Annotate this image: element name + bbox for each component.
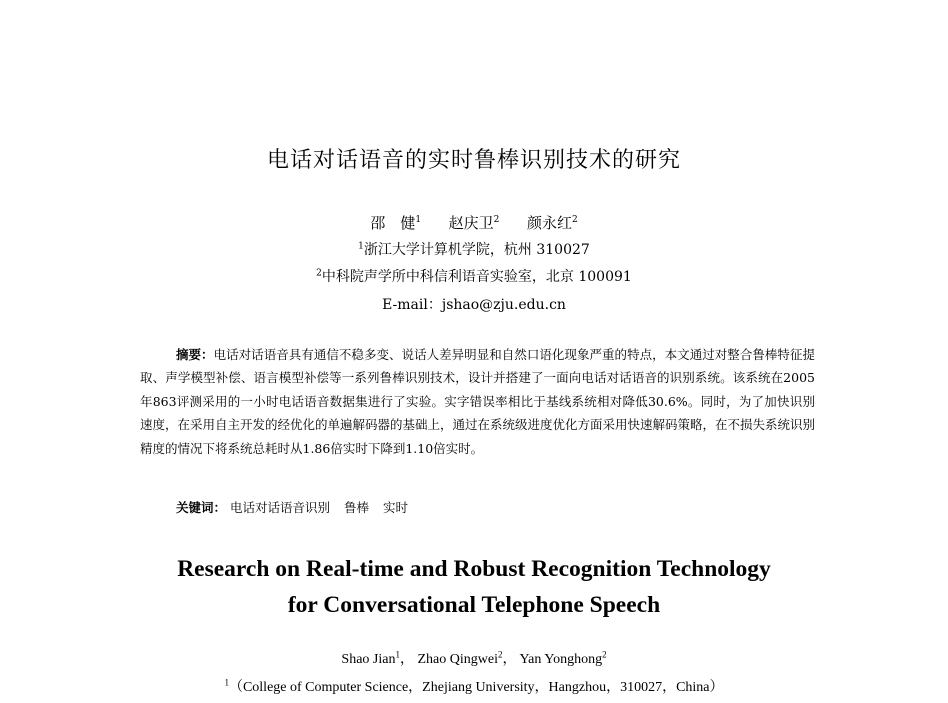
abstract-text: 电话对话语音具有通信不稳多变、说话人差异明显和自然口语化现象严重的特点，本文通过对整合鲁棒特征提取、声学模型补偿、语言模型补偿等一系列鲁棒识别技术，设计并搭建了一面向电话对话语音的识别系统。该系统在2005年863评测采用的一小时电话语音数据集进行了实验。实字错误率相比于基线系统相对降低30.6%。同时，为了加快识别速度，在采用自主开发的经优化的单遍解码器的基础上，通过在系统级进度优化方面采用快速解码策略，在不损失系统识别精度的情况下将系统总耗时从1.86倍实时下降到1.10倍实时。 [140,347,816,456]
author-name: 邵 健 [370,214,416,232]
keyword: 实时 [383,500,409,515]
abstract-label: 摘要： [176,347,214,362]
author-name: Yan Yonghong [519,652,603,667]
author-sup: 2 [493,215,500,225]
chinese-affiliation-2 [0,266,948,286]
chinese-keywords [176,498,418,516]
keyword: 电话对话语音识别 [230,500,331,515]
english-title-line-1: Research on Real-time and Robust Recognition Technology [177,556,771,582]
affiliation-text: 中科院声学所中科信利语音实验室，北京 100091 [321,269,632,285]
english-affiliation-1 [0,676,948,696]
affiliation-text: 浙江大学计算机学院，杭州 310027 [363,242,590,258]
chinese-abstract [140,343,815,460]
keywords-label: 关键词： [176,500,227,515]
keyword: 鲁棒 [344,500,370,515]
author-sup: 2 [497,649,503,660]
author-sup: 2 [602,649,607,660]
english-authors: Shao Jian$^1$， Zhao Qingwei$^2$， Yan Yonghong$^2$ [341,649,607,667]
author-name: Zhao Qingwei [417,652,498,667]
author-sup: 1 [395,649,400,660]
author-name: 颜永红 [526,214,572,232]
english-title-line-2: for Conversational Telephone Speech [287,592,661,618]
author-email: E-mail：jshao@zju.edu.cn [382,297,566,313]
affiliation-sup: 1 [224,677,229,688]
affiliation-sup: 2 [316,268,322,279]
author-sup: 1 [415,215,422,225]
author-sup: 2 [571,215,578,225]
chinese-affiliation-1 [0,239,948,259]
chinese-title: 电话对话语音的实时鲁棒识别技术的研究 [266,148,681,173]
author-name: 赵庆卫 [448,214,494,232]
chinese-authors [0,212,948,233]
affiliation-sup: 1 [358,241,364,252]
affiliation-text: （College of Computer Science，Zhejiang University，Hangzhou，310027，China） [228,680,724,695]
author-name: Shao Jian [341,652,396,667]
